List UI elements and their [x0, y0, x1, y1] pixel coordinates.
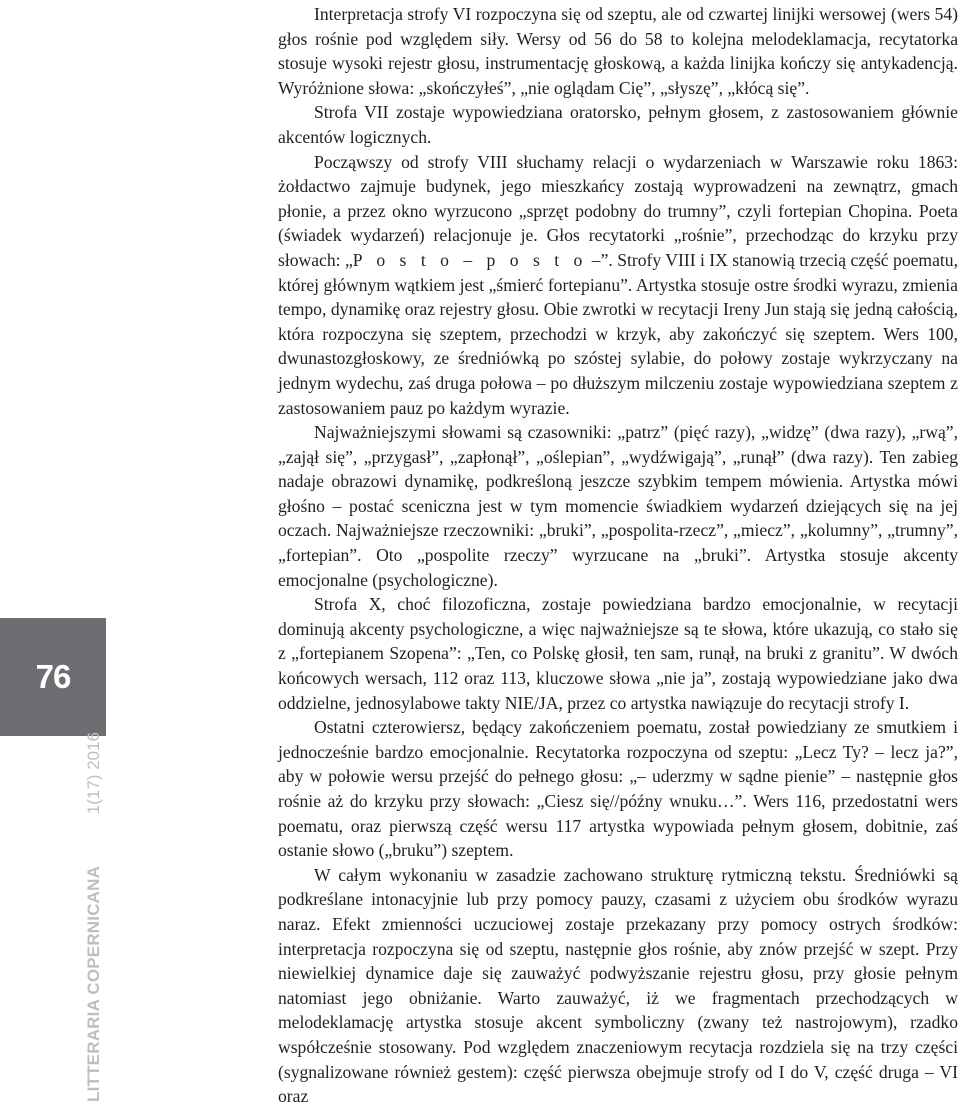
page-number: 76 [35, 658, 71, 695]
paragraph-strofa-vii: Strofa VII zostaje wypowiedziana oratorsko, pełnym głosem, z zastosowaniem głównie akcentów logicznych. [278, 102, 958, 147]
paragraph-final-quatrain: Ostatni czterowiersz, będący zakończeniem poematu, został powiedziany ze smutkiem i jednocześnie bardzo emocjonalnie. Recytatorka rozpoczyna od szeptu: „Lecz Ty? – lecz ja?”, aby w połowie wersu przejść do pełnego głosu: „– uderzmy w sądne pienie” – następnie głos rośnie aż do krzyku przy słowach: „Ciesz się//późny wnuku…”. Wers 116, przedostatni wers poematu, oraz pierwszą część wersu 117 artystka wypowiada pełnym głosem, dobitnie, zaś ostanie słowo („bruku”) szeptem. [278, 717, 958, 861]
paragraph-text: Począwszy od strofy VIII słuchamy relacji o wydarzeniach w Warszawie roku 1863: żołdactwo zajmuje budynek, jego mieszkańcy zostają wyprowadzeni na zewnątrz, gmach płonie, a przez okno wyrzucono „sprzęt podobny do trumny”, czyli fortepian Chopina. Poeta (świadek wydarzeń) relacjonuje je. Głos recytatorki „rośnie”, przechodząc do krzyku przy słowach: „ [278, 151, 958, 270]
paragraph-verbs: Najważniejszymi słowami są czasowniki: „patrz” (pięć razy), „widzę” (dwa razy), „rwą”, „zajął się”, „przygasł”, „zapłonął”, „oślepian”, „wydźwigają”, „runął” (dwa razy). Ten zabieg nadaje obrazowi dynamikę, podkreśloną jeszcze szybkim tempem mówienia. Artystka mówi głośno – postać sceniczna jest w tym momencie świadkiem wydarzeń dziejących się na jej oczach. Najważniejsze rzeczowniki: „bruki”, „pospolita-rzecz”, „miecz”, „kolumny”, „trumny”, „fortepian”. Oto „pospolite rzeczy” wyrzucane na „bruki”. Artystka stosuje akcenty emocjonalne (psychologiczne). [278, 422, 958, 590]
article-body [278, 2, 958, 1109]
paragraph-text: –”. Strofy VIII i IX stanowią trzecią część poematu, której głównym wątkiem jest „śmierć fortepianu”. Artystka stosuje ostre środki wyrazu, zmienia tempo, dynamikę oraz rejestry głosu. Obie zwrotki w recytacji Ireny Jun stają się jedną całością, która rozpoczyna się szeptem, przechodzi w krzyk, aby zakończyć się szeptem. Wers 100, dwunastozgłoskowy, ze średniówką po szóstej sylabie, do połowy zostaje wykrzyczany na jednym wydechu, zaś druga połowa – po dłuższym milczeniu zostaje wypowiedziana szeptem z zastosowaniem pauz po każdym wyrazie. [278, 249, 959, 418]
spaced-quote: P o s t o – p o s t o [352, 249, 588, 270]
journal-issue: 1(17) 2016 [84, 732, 103, 815]
journal-running-head [84, 732, 104, 1102]
page-number-box [0, 618, 106, 736]
paragraph-strofa-vi: Interpretacja strofy VI rozpoczyna się od szeptu, ale od czwartej linijki wersowej (wers 54) głos rośnie pod względem siły. Wersy od 56 do 58 to kolejna melodeklamacja, recytatorka stosuje wysoki rejestr głosu, instrumentację głoskową, a każda linijka kończy się antykadencją. Wyróżnione słowa: „skończyłeś”, „nie oglądam Cię”, „słyszę”, „kłócą się”. [278, 4, 958, 98]
paragraph-strofa-viii [278, 150, 958, 421]
paragraph-strofa-x: Strofa X, choć filozoficzna, zostaje powiedziana bardzo emocjonalnie, w recytacji dominują akcenty psychologiczne, a więc najważniejsze są te słowa, które ukazują, co stało się z „fortepianem Szopena”: „Ten, co Polskę głosił, ten sam, runął, na bruki z granitu”. W dwóch końcowych wersach, 112 oraz 113, kluczowe słowa „nie ja”, zostają wypowiedziane jako dwa oddzielne, jednosylabowe takty NIE/JA, przez co artystka nawiązuje do recytacji strofy I. [278, 594, 958, 713]
paragraph-summary: W całym wykonaniu w zasadzie zachowano strukturę rytmiczną tekstu. Średniówki są podkreślane intonacyjnie lub przy pomocy pauzy, czasami z użyciem obu środków wyrazu naraz. Efekt zmienności uczuciowej zostaje przekazany przy pomocy ostrych środków: interpretacja rozpoczyna się od szeptu, następnie głos rośnie, aby znów przejść w szept. Przy niewielkiej dynamice daje się zauważyć podwyższanie rejestru głosu, przy głosie pełnym natomiast jego obniżanie. Warto zauważyć, iż we fragmentach przechodzących w melodeklamację artystka stosuje akcent symboliczny (zwany też nastrojowym), rzadko współcześnie stosowany. Pod względem znaczeniowym recytacja rozdziela się na trzy części (sygnalizowane również gestem): część pierwsza obejmuje strofy od I do V, część druga – VI oraz [278, 864, 958, 1107]
journal-name: LITTERARIA COPERNICANA [84, 865, 103, 1102]
page-sidebar [0, 0, 110, 1109]
